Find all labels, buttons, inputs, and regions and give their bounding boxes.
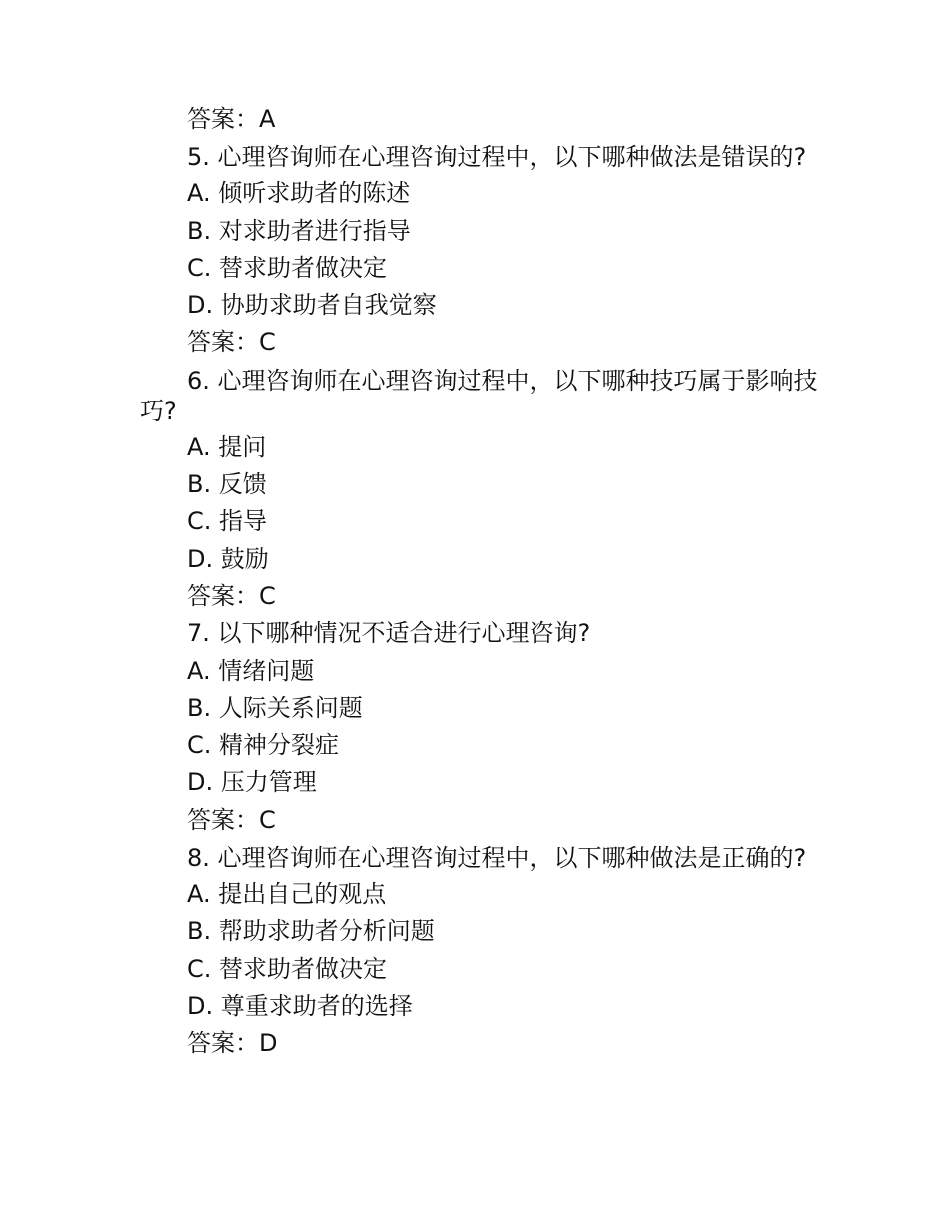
option-d: D. 鼓励 — [187, 544, 269, 573]
question-text: 8. 心理咨询师在心理咨询过程中，以下哪种做法是正确的? — [187, 844, 807, 873]
option-d: D. 协助求助者自我觉察 — [187, 291, 437, 320]
option-b: B. 帮助求助者分析问题 — [187, 917, 435, 946]
option-a: A. 情绪问题 — [187, 656, 315, 685]
option-a: A. 提问 — [187, 432, 267, 461]
answer-line: 答案：C — [187, 328, 276, 357]
question-text: 6. 心理咨询师在心理咨询过程中，以下哪种技巧属于影响技巧? — [140, 366, 818, 425]
option-b: B. 人际关系问题 — [187, 693, 363, 722]
question-text: 7. 以下哪种情况不适合进行心理咨询? — [187, 619, 591, 648]
option-b: B. 反馈 — [187, 470, 267, 499]
option-c: C. 指导 — [187, 507, 268, 536]
answer-line: 答案：A — [187, 105, 276, 133]
option-c: C. 替求助者做决定 — [187, 253, 388, 282]
answer-line: 答案：D — [187, 1029, 278, 1058]
answer-line: 答案：C — [187, 581, 276, 610]
option-a: A. 倾听求助者的陈述 — [187, 179, 411, 208]
option-c: C. 精神分裂症 — [187, 731, 340, 760]
option-d: D. 压力管理 — [187, 768, 317, 797]
answer-line: 答案：C — [187, 805, 276, 834]
document-body — [140, 101, 830, 1063]
option-c: C. 替求助者做决定 — [187, 954, 388, 983]
option-b: B. 对求助者进行指导 — [187, 216, 411, 245]
option-a: A. 提出自己的观点 — [187, 880, 387, 909]
option-d: D. 尊重求助者的选择 — [187, 991, 413, 1020]
question-text: 5. 心理咨询师在心理咨询过程中，以下哪种做法是错误的? — [187, 143, 807, 172]
